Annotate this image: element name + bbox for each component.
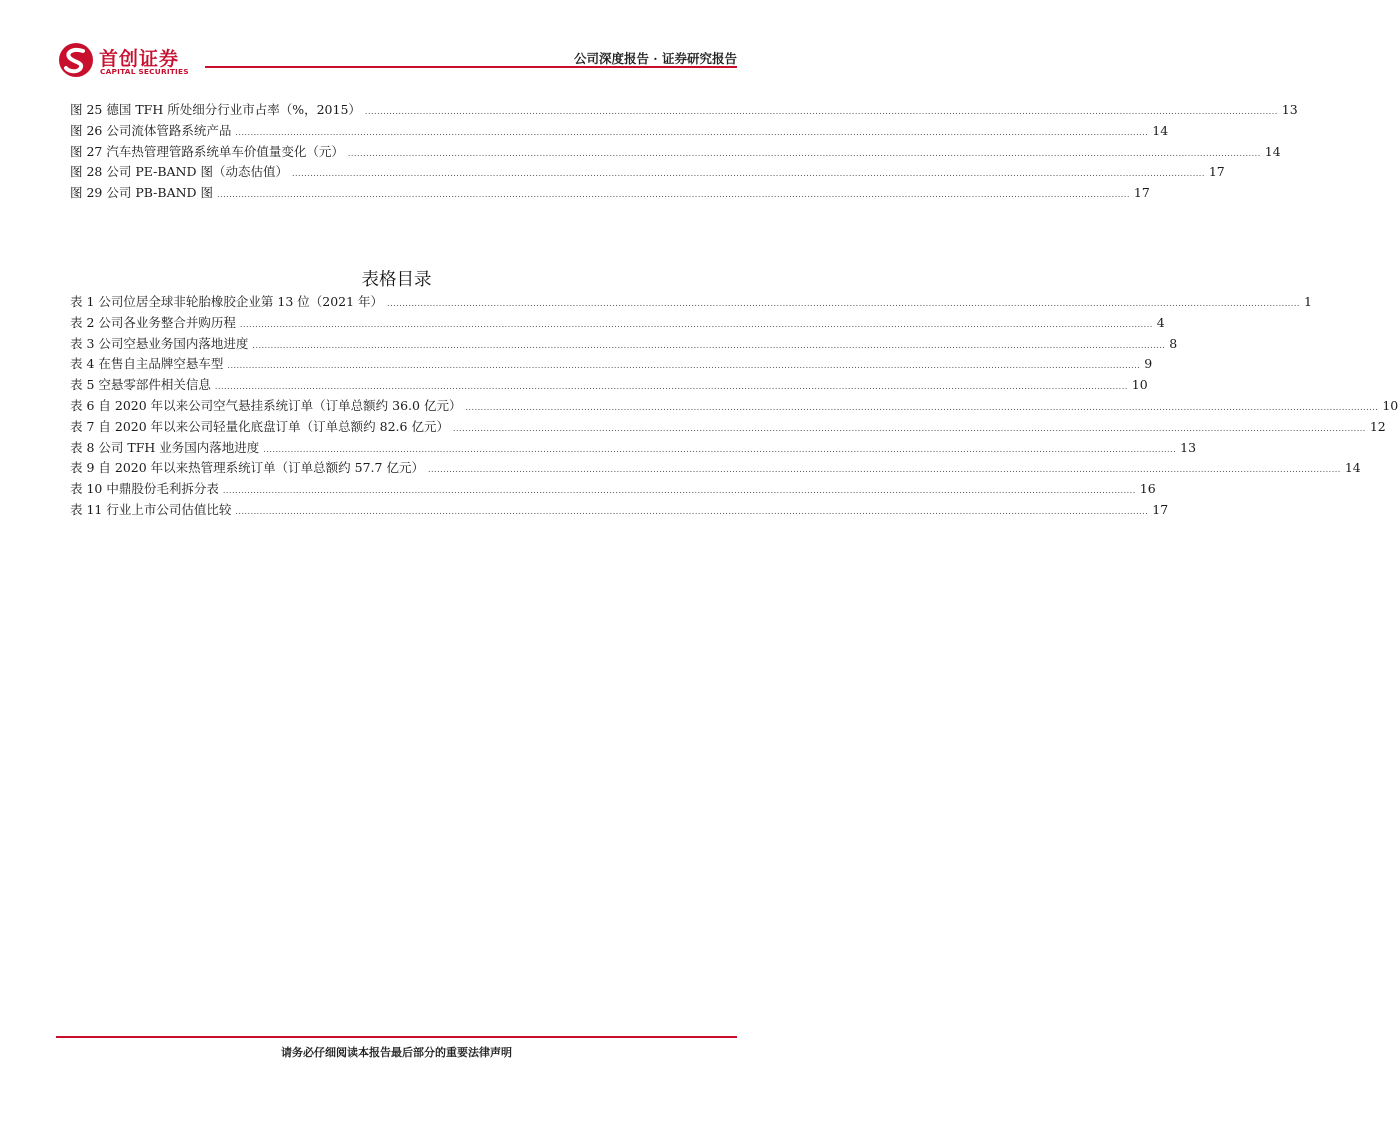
report-type: 公司深度报告 · 证券研究报告 [573, 51, 737, 66]
table-list-title: 表格目录 [361, 270, 432, 290]
toc-leader-dots: ............................................................................................................................................................................................................................................................................................................ [235, 127, 1149, 137]
toc-leader-dots: ............................................................................................................................................................................................................................................................................................................ [235, 506, 1149, 516]
toc-entry[interactable] [70, 142, 1281, 163]
toc-entry[interactable] [70, 500, 1169, 521]
toc-entry-page: 9 [1144, 356, 1153, 372]
toc-leader-dots: ............................................................................................................................................................................................................................................................................................................ [214, 382, 1128, 392]
toc-entry-page: 14 [1152, 122, 1169, 138]
toc-entry[interactable] [70, 458, 1361, 479]
toc-leader-dots: ............................................................................................................................................................................................................................................................................................................ [227, 361, 1141, 371]
toc-leader-dots: ............................................................................................................................................................................................................................................................................................................ [217, 190, 1130, 200]
footer-disclaimer: 请务必仔细阅读本报告最后部分的重要法律声明 [281, 1046, 512, 1059]
toc-entry-page: 17 [1152, 501, 1169, 517]
toc-entry[interactable] [70, 354, 1153, 375]
toc-entry-page: 13 [1180, 439, 1197, 455]
toc-entry-label: 图 27 汽车热管理管路系统单车价值量变化（元） [70, 143, 344, 159]
toc-entry[interactable] [70, 121, 1169, 142]
logo-brand-cn: 首创证券 [99, 48, 180, 70]
toc-entry-page: 14 [1344, 460, 1361, 476]
toc-entry-page: 13 [1281, 102, 1298, 117]
logo-mark-icon [58, 42, 94, 78]
toc-entry-label: 表 1 公司位居全球非轮胎橡胶企业第 13 位（2021 年） [70, 294, 384, 309]
toc-entry-label: 表 5 空悬零部件相关信息 [70, 377, 211, 393]
toc-entry-page: 4 [1156, 314, 1165, 330]
toc-leader-dots: ............................................................................................................................................................................................................................................................................................................ [239, 319, 1153, 329]
toc-entry-label: 表 9 自 2020 年以来热管理系统订单（订单总额约 57.7 亿元） [70, 460, 424, 476]
footer-divider [56, 1036, 737, 1038]
toc-entry-label: 表 4 在售自主品牌空悬车型 [70, 356, 224, 372]
toc-leader-dots: ............................................................................................................................................................................................................................................................................................................ [465, 402, 1379, 412]
toc-entry-page: 10 [1131, 377, 1148, 393]
toc-leader-dots: ............................................................................................................................................................................................................................................................................................................ [347, 148, 1261, 158]
figure-list [70, 100, 1298, 204]
toc-entry-label: 表 11 行业上市公司估值比较 [70, 501, 232, 517]
toc-entry-label: 图 28 公司 PE-BAND 图（动态估值） [70, 164, 288, 180]
toc-entry-page: 14 [1264, 143, 1281, 159]
toc-leader-dots: ............................................................................................................................................................................................................................................................................................................ [252, 340, 1166, 350]
logo-brand-en: CAPITAL SECURITIES [100, 67, 189, 76]
toc-entry[interactable] [70, 334, 1178, 355]
toc-entry-label: 表 8 公司 TFH 业务国内落地进度 [70, 439, 260, 455]
toc-entry[interactable] [70, 162, 1225, 183]
toc-entry-label: 图 29 公司 PB-BAND 图 [70, 185, 214, 201]
toc-entry[interactable] [70, 396, 1398, 417]
company-logo [58, 42, 218, 78]
toc-entry-page: 10 [1382, 397, 1398, 413]
header-divider [205, 66, 737, 68]
toc-entry-page: 1 [1303, 294, 1312, 309]
table-list [70, 292, 1398, 521]
toc-entry-page: 12 [1369, 418, 1386, 434]
toc-entry[interactable] [70, 438, 1197, 459]
toc-leader-dots: ............................................................................................................................................................................................................................................................................................................ [427, 465, 1341, 475]
toc-entry-page: 17 [1133, 185, 1150, 201]
toc-entry-label: 表 7 自 2020 年以来公司轻量化底盘订单（订单总额约 82.6 亿元） [70, 418, 449, 434]
toc-entry-label: 图 25 德国 TFH 所处细分行业市占率（%，2015） [70, 102, 361, 117]
toc-entry-page: 8 [1169, 335, 1178, 351]
toc-entry[interactable] [70, 183, 1150, 204]
toc-entry[interactable] [70, 375, 1148, 396]
toc-leader-dots: ............................................................................................................................................................................................................................................................................................................ [291, 169, 1205, 179]
toc-entry[interactable] [70, 313, 1165, 334]
toc-entry[interactable] [70, 292, 1312, 313]
toc-entry-page: 17 [1208, 164, 1225, 180]
toc-leader-dots: ............................................................................................................................................................................................................................................................................................................ [222, 486, 1136, 496]
toc-leader-dots: ............................................................................................................................................................................................................................................................................................................ [364, 107, 1278, 116]
toc-entry-label: 表 10 中鼎股份毛利拆分表 [70, 481, 219, 497]
toc-leader-dots: ............................................................................................................................................................................................................................................................................................................ [387, 299, 1300, 308]
toc-entry-label: 图 26 公司流体管路系统产品 [70, 122, 232, 138]
toc-entry-label: 表 3 公司空悬业务国内落地进度 [70, 335, 249, 351]
toc-entry-page: 16 [1139, 481, 1156, 497]
toc-leader-dots: ............................................................................................................................................................................................................................................................................................................ [452, 423, 1366, 433]
toc-entry-label: 表 6 自 2020 年以来公司空气悬挂系统订单（订单总额约 36.0 亿元） [70, 397, 462, 413]
toc-entry[interactable] [70, 417, 1386, 438]
toc-leader-dots: ............................................................................................................................................................................................................................................................................................................ [263, 444, 1177, 454]
toc-entry[interactable] [70, 100, 1298, 121]
toc-entry-label: 表 2 公司各业务整合并购历程 [70, 314, 236, 330]
toc-entry[interactable] [70, 479, 1156, 500]
